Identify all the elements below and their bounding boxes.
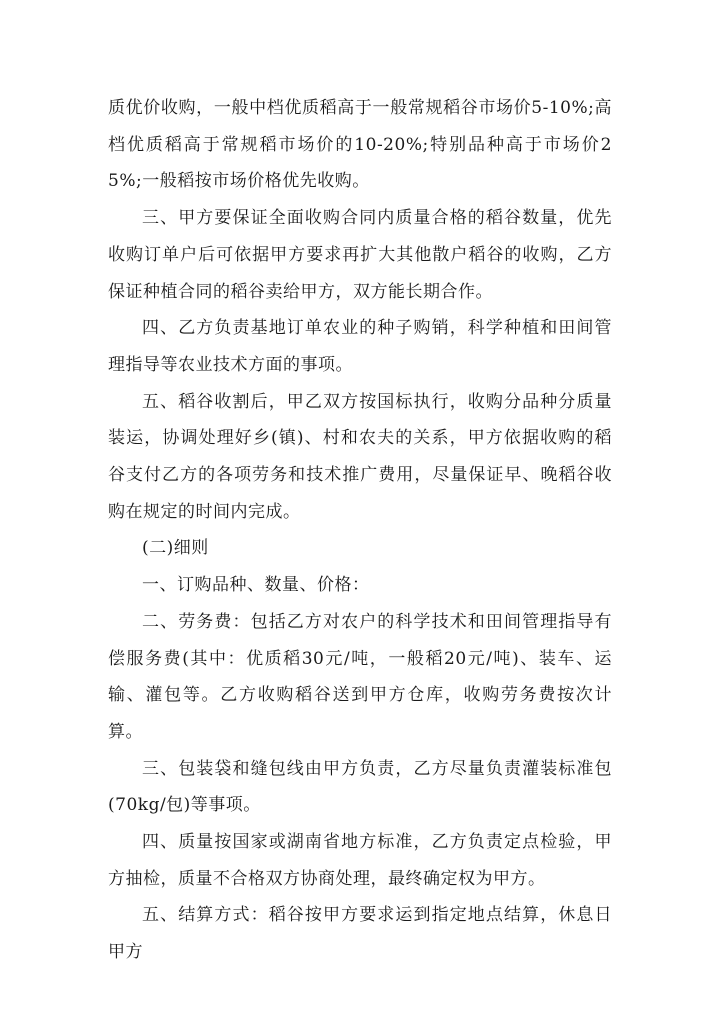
paragraph-detail-5-settlement: 五、结算方式：稻谷按甲方要求运到指定地点结算，休息日甲方 <box>108 905 612 963</box>
paragraph-detail-4-quality: 四、质量按国家或湖南省地方标准，乙方负责定点检验，甲方抽检，质量不合格双方协商处理，最终确定权为甲方。 <box>108 832 612 889</box>
paragraph-detail-3-packaging: 三、包装袋和缝包线由甲方负责，乙方尽量负责灌装标准包(70kg/包)等事项。 <box>108 758 612 816</box>
paragraph-clause-3-purchase: 三、甲方要保证全面收购合同内质量合格的稻谷数量，优先收购订单户后可依据甲方要求再扩大其他散户稻谷的收购，乙方保证种植合同的稻谷卖给甲方，双方能长期合作。 <box>108 208 612 302</box>
paragraph-price-terms: 质优价收购，一般中档优质稻高于一般常规稻谷市场价5-10%;高档优质稻高于常规稻市场价的10-20%;特别品种高于市场价25%;一般稻按市场价格优先收购。 <box>108 98 612 192</box>
paragraph-detail-2-labor-fee: 二、劳务费：包括乙方对农户的科学技术和田间管理指导有偿服务费(其中：优质稻30元/吨，一般稻20元/吨)、装车、运输、灌包等。乙方收购稻谷送到甲方仓库，收购劳务费按次计算。 <box>108 611 612 742</box>
paragraph-detail-1-order: 一、订购品种、数量、价格： <box>142 575 370 596</box>
document-body <box>108 90 612 971</box>
paragraph-clause-4-seeds: 四、乙方负责基地订单农业的种子购销，科学种植和田间管理指导等农业技术方面的事项。 <box>108 318 612 375</box>
paragraph-clause-5-harvest: 五、稻谷收割后，甲乙双方按国标执行，收购分品种分质量装运，协调处理好乡(镇)、村和农夫的关系，甲方依据收购的稻谷支付乙方的各项劳务和技术推广费用，尽量保证早、晚稻谷收购在规定的时间内完成。 <box>108 391 612 522</box>
section-heading-details: (二)细则 <box>142 538 209 559</box>
